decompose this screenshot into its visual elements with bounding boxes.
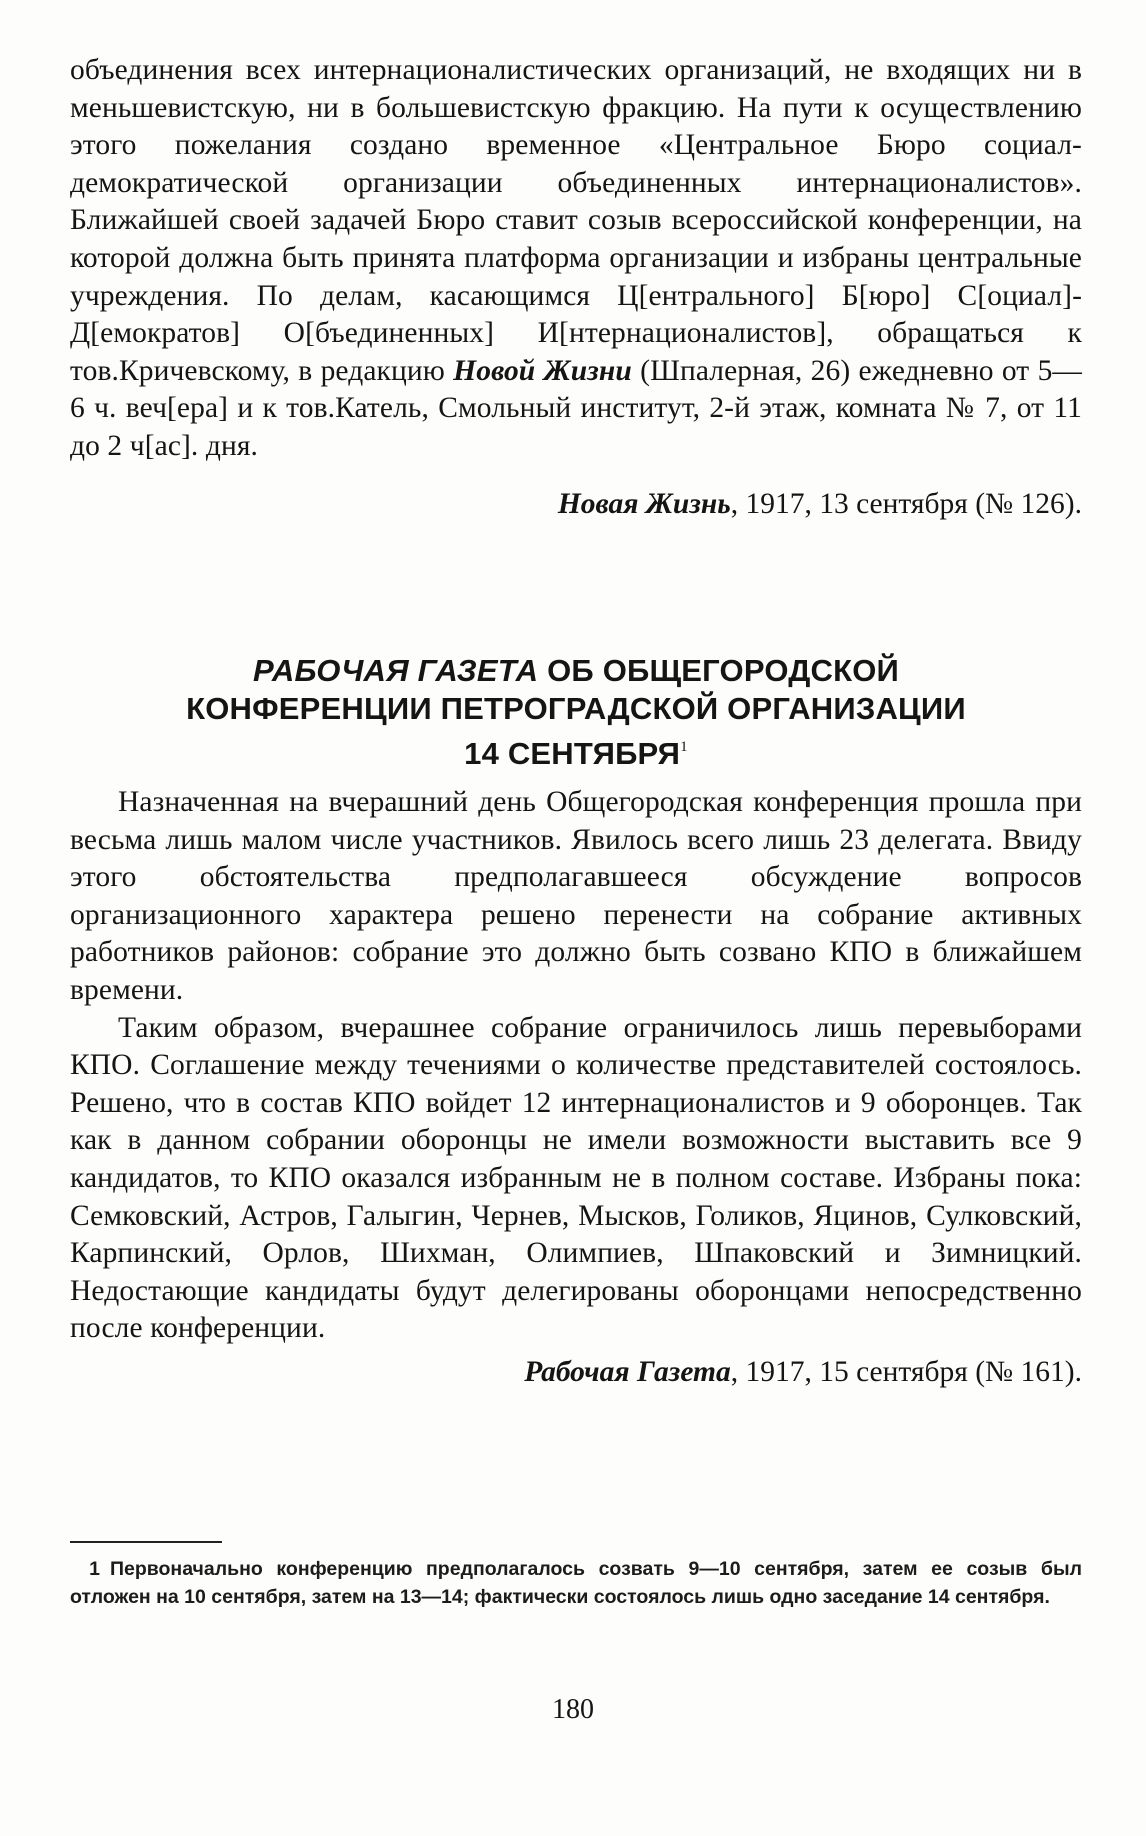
- footnote-marker: 1: [89, 1558, 100, 1580]
- heading-line-2: КОНФЕРЕНЦИИ ПЕТРОГРАДСКОЙ ОРГАНИЗАЦИИ: [186, 691, 966, 726]
- page-number: 180: [552, 1694, 594, 1725]
- source-details-2: , 1917, 15 сентября (№ 161).: [730, 1356, 1082, 1388]
- article-heading: [70, 652, 1082, 773]
- heading-footnote-ref: 1: [680, 739, 688, 755]
- article-paragraph-1: Назначенная на вчерашний день Общегородская конференция прошла при весьма лишь малом числе участников. Явилось всего лишь 23 делегата. Ввиду этого обстоятельства предполагавшееся обсуждение вопросов организационного характера решено перенести на собрание активных работников районов: собрание это должно быть созвано КПО в ближайшем времени.: [70, 786, 1082, 1006]
- heading-line-1-rest: ОБ ОБЩЕГОРОДСКОЙ: [547, 653, 900, 688]
- source-publication-2: Рабочая Газета: [524, 1356, 731, 1388]
- newspaper-name-inline: Новой Жизни: [453, 354, 632, 387]
- source-citation-1: [558, 486, 1082, 524]
- source-citation-2: [524, 1354, 1082, 1392]
- heading-paper-name: РАБОЧАЯ ГАЗЕТА: [252, 653, 539, 688]
- source-details-1: , 1917, 13 сентября (№ 126).: [730, 488, 1082, 520]
- heading-line-1: [70, 652, 1082, 690]
- heading-line-3-text: 14 СЕНТЯБРЯ: [464, 736, 681, 771]
- footnote: [70, 1555, 1082, 1611]
- article-body: [70, 784, 1082, 1348]
- continuation-text-part1: объединения всех интернационалистических организаций, не входящих ни в меньшевистскую, ни в большевистскую фракцию. На пути к осуществлению этого пожелания создано временное «Центральное Бюро социал-демократической организации объединенных интернационалистов». Ближайшей своей задачей Бюро ставит созыв всероссийской конференции, на которой должна быть принята платформа организации и избраны центральные учреждения. По делам, касающимся Ц[ентрального] Б[юро] С[оциал]-Д[емократов] О[бъединенных] И[нтернационалистов], обращаться к тов.Кричевскому, в редакцию: [70, 54, 1082, 387]
- footnote-text: Первоначально конференцию предполагалось созвать 9—10 сентября, затем ее созыв был отложен на 10 сентября, затем на 13—14; фактически состоялось лишь одно заседание 14 сентября.: [70, 1558, 1082, 1608]
- continuation-paragraph: [70, 52, 1082, 466]
- article-paragraph-2: Таким образом, вчерашнее собрание ограничилось лишь перевыборами КПО. Соглашение между течениями о количестве представителей состоялось. Решено, что в состав КПО войдет 12 интернационалистов и 9 оборонцев. Так как в данном собрании оборонцы не имели возможности выставить все 9 кандидатов, то КПО оказался избранным не в полном составе. Избраны пока: Семковский, Астров, Галыгин, Чернев, Мысков, Голиков, Яцинов, Сулковский, Карпинский, Орлов, Шихман, Олимпиев, Шпаковский и Зимницкий. Недостающие кандидаты будут делегированы оборонцами непосредственно после конференции.: [70, 1011, 1082, 1345]
- heading-line-3: [70, 728, 1082, 773]
- source-publication-1: Новая Жизнь: [557, 488, 731, 520]
- footnote-divider: [70, 1541, 222, 1543]
- continuation-text-part2: (Шпалерная, 26) ежедневно от 5—6 ч. веч[ера] и к тов.Катель, Смольный институт, 2-й этаж, комната № 7, от 11 до 2 ч[ас]. дня.: [70, 354, 1083, 462]
